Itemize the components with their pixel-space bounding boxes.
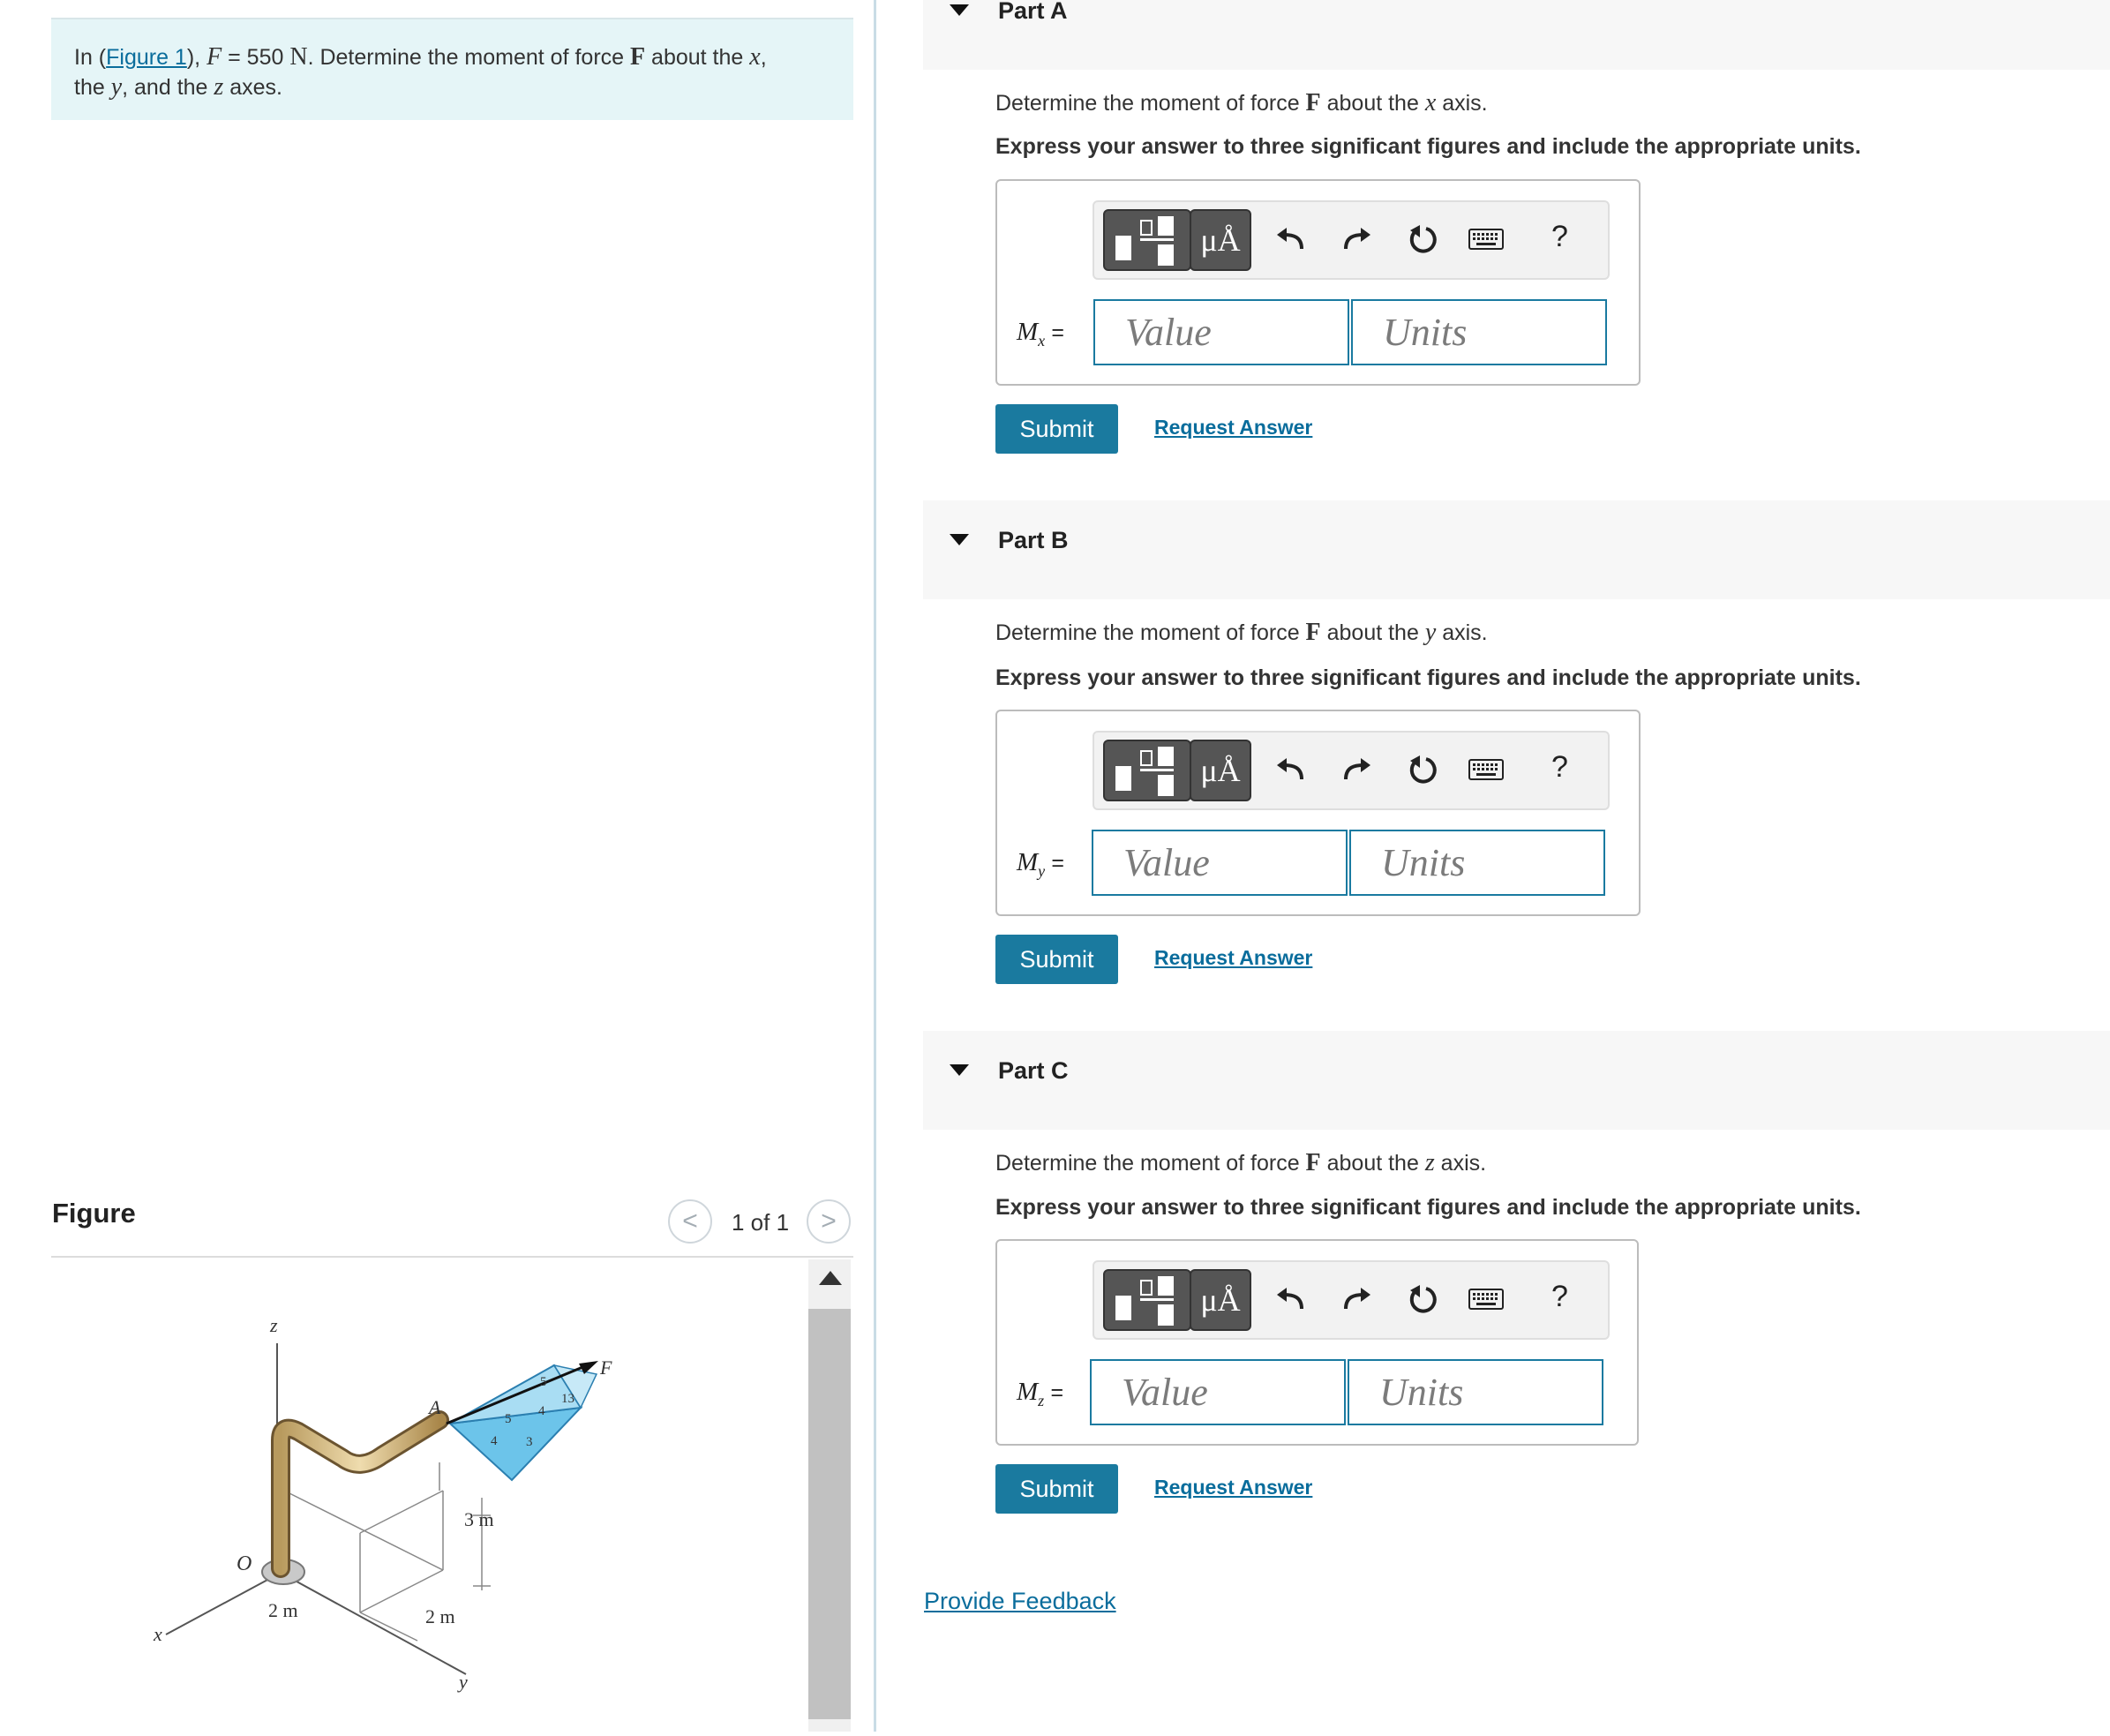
redo-icon[interactable] [1336,218,1378,260]
part-label: Part B [998,527,1069,553]
x-axis-line [166,1573,281,1635]
help-icon[interactable]: ? [1551,220,1568,253]
part-c-instruction: Express your answer to three significant figures and include the appropriate units. [995,1195,1861,1220]
provide-feedback-link[interactable]: Provide Feedback [924,1588,1116,1614]
axis-symbol: y [110,73,123,101]
question-text: about the [1320,1151,1425,1176]
question-text: axis. [1436,620,1488,645]
equals-sign: = [1051,851,1065,876]
figure-pager: 1 of 1 [732,1209,790,1236]
part-c-question [995,1149,1486,1177]
force-symbol: F [206,43,222,71]
part-label: Part A [998,0,1068,24]
variable-label [1017,318,1064,350]
reset-icon[interactable] [1401,748,1444,791]
reset-icon[interactable] [1401,218,1444,260]
axis-symbol: z [214,73,224,101]
axis-symbol: z [1424,1149,1435,1176]
part-b-answer-box [995,710,1641,916]
redo-icon[interactable] [1336,748,1378,791]
scroll-up-icon[interactable] [819,1271,842,1285]
units-symbols-button[interactable]: μÅ [1190,1269,1251,1331]
var-symbol: M [1017,1378,1039,1406]
dimension-2m-y: 2 m [425,1605,455,1627]
units-input[interactable] [1348,1359,1603,1425]
figure-viewport [51,1259,808,1732]
question-text: about the [1320,91,1425,116]
force-vector-symbol: F [1305,619,1321,646]
scrollbar-thumb[interactable] [808,1309,851,1719]
intro-text: axes. [223,75,282,100]
force-label: F [600,1356,612,1379]
prev-figure-button[interactable] [668,1199,712,1244]
caret-down-icon[interactable] [950,4,969,16]
figure-title: Figure [52,1198,136,1229]
force-vector-symbol: F [1305,1149,1321,1176]
slope-label: 5 [505,1412,512,1426]
var-subscript: y [1038,861,1046,880]
undo-icon[interactable] [1269,218,1311,260]
part-b-header[interactable] [923,500,2110,599]
value-input[interactable] [1092,830,1348,896]
intro-text: about the [645,45,750,70]
redo-icon[interactable] [1336,1278,1378,1320]
question-text: about the [1320,620,1425,645]
pipe-figure [51,1259,808,1732]
part-label: Part C [998,1057,1069,1084]
undo-icon[interactable] [1269,748,1311,791]
intro-text: In ( [74,45,107,70]
keyboard-icon[interactable] [1465,748,1507,791]
force-vector-symbol: F [1305,89,1321,116]
caret-down-icon[interactable] [950,534,969,545]
chevron-right-icon: > [821,1206,837,1236]
reset-icon[interactable] [1401,1278,1444,1320]
slope-label: 5 [540,1375,547,1389]
value-input[interactable] [1093,299,1349,365]
dimension-2m-x: 2 m [268,1599,298,1621]
value-input[interactable] [1090,1359,1346,1425]
units-input[interactable] [1349,830,1605,896]
chevron-left-icon: < [682,1206,698,1236]
templates-button[interactable] [1103,1269,1191,1331]
slope-label: 4 [491,1434,498,1448]
part-a-header[interactable] [923,0,2110,70]
slope-label: 13 [561,1392,574,1406]
axis-symbol: x [1424,89,1437,116]
question-text: Determine the moment of force [995,620,1306,645]
equals-sign: = [1051,320,1065,345]
part-a-question [995,89,1488,117]
part-a-answer-box [995,179,1641,386]
question-text: axis. [1436,91,1488,116]
var-symbol: M [1017,848,1039,876]
templates-button[interactable] [1103,209,1191,271]
keyboard-icon[interactable] [1465,1278,1507,1320]
intro-text: ), [186,45,207,70]
origin-label: O [237,1552,252,1575]
question-text: axis. [1434,1151,1487,1176]
dimension-3m: 3 m [464,1508,494,1530]
units-symbols-button[interactable]: μÅ [1190,740,1251,801]
variable-label [1017,1378,1063,1410]
variable-label [1017,848,1064,881]
units-symbols-button[interactable]: μÅ [1190,209,1251,271]
question-text: Determine the moment of force [995,91,1306,116]
part-b-instruction: Express your answer to three significant figures and include the appropriate units. [995,665,1861,690]
templates-button[interactable] [1103,740,1191,801]
part-c-header[interactable] [923,1031,2110,1130]
math-toolbar [1093,731,1610,810]
units-input[interactable] [1351,299,1607,365]
x-label: x [154,1623,162,1645]
axis-symbol: y [1424,619,1437,646]
submit-button[interactable]: Submit [995,404,1118,454]
keyboard-icon[interactable] [1465,218,1507,260]
part-a-instruction: Express your answer to three significant figures and include the appropriate units. [995,134,1861,159]
caret-down-icon[interactable] [950,1064,969,1076]
next-figure-button[interactable] [807,1199,851,1244]
math-toolbar [1093,200,1610,280]
force-vector-symbol: F [630,43,646,71]
intro-text: the [74,75,111,100]
math-toolbar [1093,1260,1610,1340]
figure-link[interactable]: Figure 1 [106,45,187,70]
intro-text: , and the [122,75,214,100]
intro-text: = 550 [222,45,290,70]
z-label: z [270,1314,278,1336]
request-answer-link[interactable]: Request Answer [1154,416,1313,439]
var-symbol: M [1017,318,1039,346]
column-divider [874,0,876,1732]
unit-symbol: N [289,43,308,71]
intro-text: . Determine the moment of force [307,45,630,70]
undo-icon[interactable] [1269,1278,1311,1320]
y-label: y [459,1671,468,1693]
request-answer-link[interactable]: Request Answer [1154,1476,1313,1499]
problem-statement [51,18,853,120]
point-a-label: A [429,1396,441,1418]
var-subscript: x [1038,331,1046,349]
slope-label: 4 [538,1404,545,1418]
intro-text: , [760,45,767,70]
submit-button[interactable]: Submit [995,935,1118,984]
part-c-answer-box [995,1239,1639,1446]
help-icon[interactable]: ? [1551,1280,1568,1313]
equals-sign: = [1050,1380,1064,1405]
var-subscript: z [1038,1391,1045,1409]
question-text: Determine the moment of force [995,1151,1306,1176]
construction-lines [281,1462,491,1641]
axis-symbol: x [749,43,761,71]
slope-label: 3 [526,1435,533,1449]
request-answer-link[interactable]: Request Answer [1154,946,1313,969]
figure-rule [51,1256,853,1258]
help-icon[interactable]: ? [1551,750,1568,784]
submit-button[interactable]: Submit [995,1464,1118,1514]
part-b-question [995,619,1488,647]
